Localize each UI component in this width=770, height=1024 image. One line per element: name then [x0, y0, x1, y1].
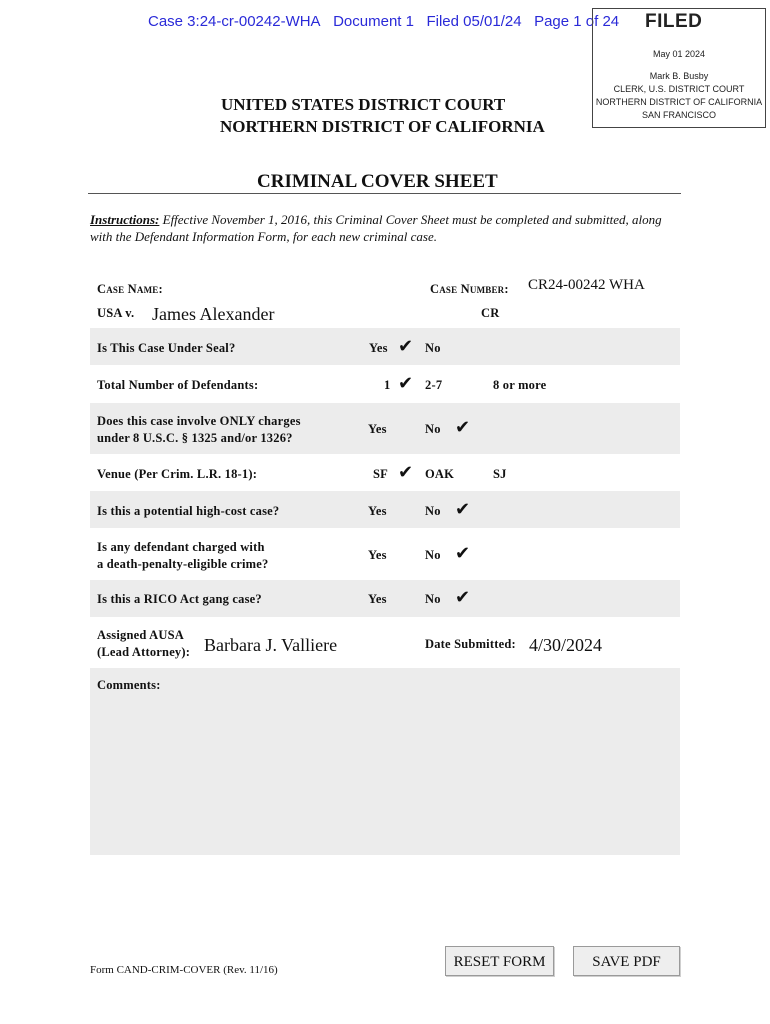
- defendants-1-checkmark-icon[interactable]: ✔: [398, 373, 414, 394]
- charges-no-option[interactable]: No: [425, 422, 441, 436]
- defendants-question: Total Number of Defendants:: [97, 378, 259, 392]
- rico-yes-option[interactable]: Yes: [368, 592, 387, 606]
- cr-label: CR: [481, 306, 500, 320]
- stamp-city: SAN FRANCISCO: [641, 110, 716, 120]
- rico-no-checkmark-icon[interactable]: ✔: [455, 587, 471, 608]
- death-no-checkmark-icon[interactable]: ✔: [455, 543, 471, 564]
- defendant-name-field[interactable]: James Alexander: [152, 304, 275, 324]
- venue-question: Venue (Per Crim. L.R. 18-1):: [97, 467, 258, 481]
- case-name-label: Case Name:: [97, 282, 163, 296]
- case-id: Case 3:24-cr-00242-WHA: [148, 13, 321, 30]
- rico-question: Is this a RICO Act gang case?: [97, 592, 262, 606]
- venue-sf-checkmark-icon[interactable]: ✔: [398, 462, 414, 483]
- stamp-clerk-title: CLERK, U.S. DISTRICT COURT: [613, 84, 745, 94]
- stamp-date: May 01 2024: [652, 49, 706, 59]
- court-name: UNITED STATES DISTRICT COURT: [221, 95, 506, 114]
- seal-no-option[interactable]: No: [425, 341, 441, 355]
- highcost-question: Is this a potential high-cost case?: [97, 504, 280, 518]
- comments-label: Comments:: [97, 678, 161, 692]
- court-district: NORTHERN DISTRICT OF CALIFORNIA: [220, 117, 545, 136]
- charges-no-checkmark-icon[interactable]: ✔: [455, 417, 471, 438]
- defendants-8-plus-option[interactable]: 8 or more: [493, 378, 547, 392]
- rico-no-option[interactable]: No: [425, 592, 441, 606]
- form-footer: Form CAND-CRIM-COVER (Rev. 11/16): [90, 964, 278, 976]
- filing-header: [148, 13, 619, 30]
- reset-form-button[interactable]: RESET FORM: [445, 946, 554, 976]
- venue-sf-option[interactable]: SF: [373, 467, 388, 481]
- date-submitted-label: Date Submitted:: [425, 637, 516, 651]
- ausa-label-line2: (Lead Attorney):: [97, 645, 191, 659]
- highcost-no-checkmark-icon[interactable]: ✔: [455, 499, 471, 520]
- page-title: CRIMINAL COVER SHEET: [257, 171, 498, 192]
- save-pdf-button[interactable]: SAVE PDF: [573, 946, 680, 976]
- venue-oak-option[interactable]: OAK: [425, 467, 455, 481]
- case-number-field[interactable]: CR24-00242 WHA: [528, 277, 645, 293]
- case-number-label: Case Number:: [430, 282, 509, 296]
- defendants-1-option[interactable]: 1: [384, 378, 391, 392]
- document-number: Document 1: [333, 13, 414, 30]
- filed-date: Filed 05/01/24: [426, 13, 522, 30]
- highcost-yes-option[interactable]: Yes: [368, 504, 387, 518]
- stamp-clerk-name: Mark B. Busby: [649, 71, 709, 81]
- usa-prefix: USA v.: [97, 306, 135, 320]
- charges-yes-option[interactable]: Yes: [368, 422, 387, 436]
- title-divider: [88, 193, 681, 194]
- page-number: Page 1 of 24: [534, 13, 620, 30]
- ausa-label-line1: Assigned AUSA: [97, 628, 184, 642]
- comments-field[interactable]: [90, 668, 680, 855]
- defendants-2-7-option[interactable]: 2-7: [425, 378, 443, 392]
- charges-question-line2: under 8 U.S.C. § 1325 and/or 1326?: [97, 431, 293, 445]
- death-no-option[interactable]: No: [425, 548, 441, 562]
- seal-yes-checkmark-icon[interactable]: ✔: [398, 336, 414, 357]
- charges-question-line1: Does this case involve ONLY charges: [97, 414, 301, 428]
- death-question-line1: Is any defendant charged with: [97, 540, 265, 554]
- seal-yes-option[interactable]: Yes: [369, 341, 388, 355]
- stamp-district: NORTHERN DISTRICT OF CALIFORNIA: [595, 97, 763, 107]
- ausa-name-field[interactable]: Barbara J. Valliere: [204, 635, 338, 655]
- death-question-line2: a death-penalty-eligible crime?: [97, 557, 269, 571]
- date-submitted-field[interactable]: 4/30/2024: [529, 635, 603, 655]
- highcost-no-option[interactable]: No: [425, 504, 441, 518]
- instructions: [90, 211, 680, 245]
- seal-question: Is This Case Under Seal?: [97, 341, 236, 355]
- venue-sj-option[interactable]: SJ: [493, 467, 507, 481]
- instructions-text: Effective November 1, 2016, this Criminal Cover Sheet must be completed and submitted, along with the Defendant Information Form, for each new criminal case.: [90, 212, 662, 244]
- instructions-label: Instructions:: [90, 212, 160, 227]
- stamp-title: FILED: [645, 11, 703, 32]
- death-yes-option[interactable]: Yes: [368, 548, 387, 562]
